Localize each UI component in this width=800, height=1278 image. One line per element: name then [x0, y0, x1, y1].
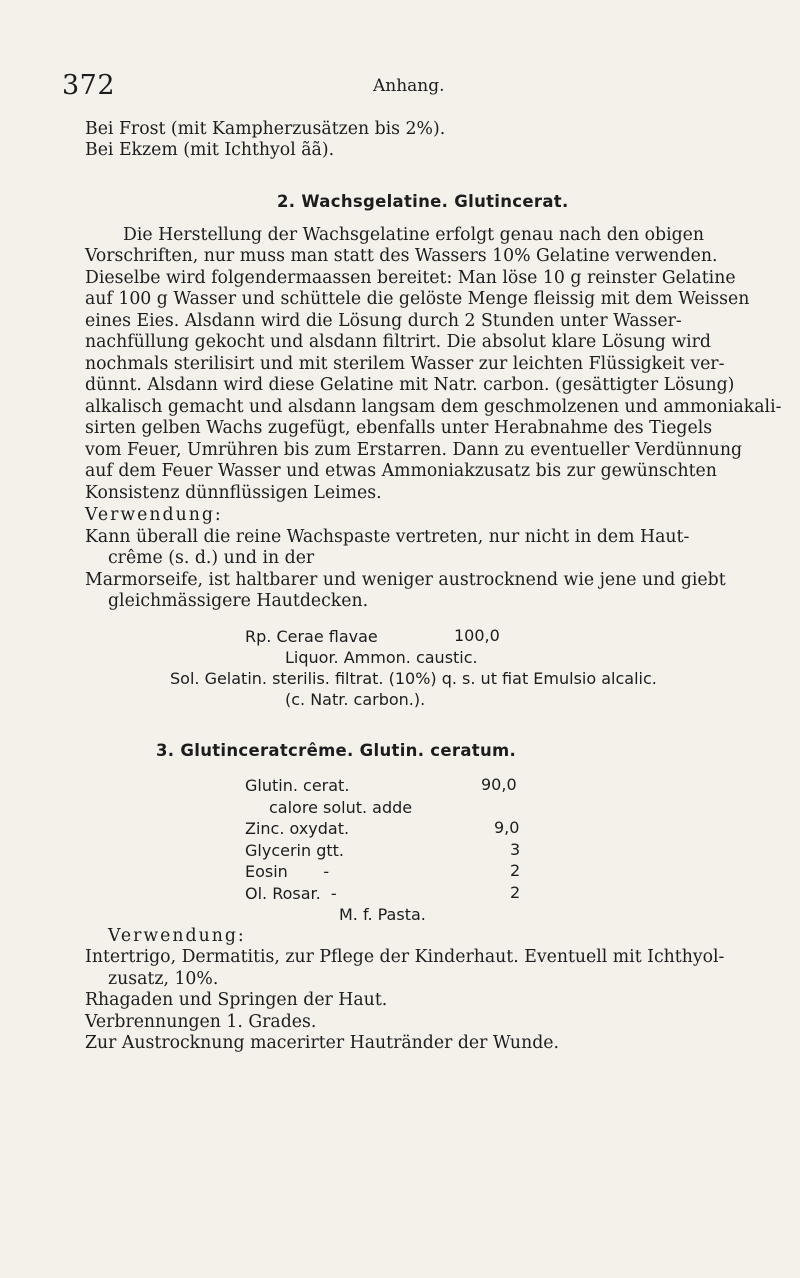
paragraph-line: dünnt. Alsdann wird diese Gelatine mit Natr. carbon. (gesättigter Lösung)	[85, 375, 735, 395]
paragraph-line: sirten gelben Wachs zugefügt, ebenfalls unter Herabnahme des Tiegels	[85, 418, 713, 438]
recipe-quantity: 3	[510, 840, 521, 859]
recipe-quantity: 90,0	[481, 775, 517, 794]
recipe-quantity: 9,0	[494, 818, 520, 837]
usage-line: gleichmässigere Hautdecken.	[108, 591, 369, 611]
running-title: Anhang.	[373, 76, 445, 96]
paragraph-line: vom Feuer, Umrühren bis zum Erstarren. Dann zu eventueller Verdünnung	[85, 440, 743, 460]
paragraph-line: alkalisch gemacht und alsdann langsam dem geschmolzenen und ammoniakali-	[85, 397, 782, 417]
recipe-line: Liquor. Ammon. caustic.	[285, 648, 478, 667]
paragraph-line: nochmals sterilisirt und mit sterilem Wasser zur leichten Flüssigkeit ver-	[85, 354, 725, 374]
section-2-heading: 2. Wachsgelatine. Glutincerat.	[277, 192, 569, 211]
section-3-heading: 3. Glutinceratcrême. Glutin. ceratum.	[156, 741, 517, 760]
recipe-line: Zinc. oxydat.	[245, 819, 350, 838]
paragraph-line: Vorschriften, nur muss man statt des Wassers 10% Gelatine verwenden.	[85, 246, 718, 266]
recipe-quantity: 2	[510, 883, 521, 902]
usage-line: Rhagaden und Springen der Haut.	[85, 990, 388, 1010]
usage-line: crême (s. d.) und in der	[108, 548, 315, 568]
recipe-line: Eosin -	[245, 862, 330, 881]
paragraph-line: Konsistenz dünnflüssigen Leimes.	[85, 483, 382, 503]
intro-line-frost: Bei Frost (mit Kampherzusätzen bis 2%).	[85, 119, 446, 139]
usage-line: Kann überall die reine Wachspaste vertreten, nur nicht in dem Haut-	[85, 527, 690, 547]
recipe-line: Glutin. cerat.	[245, 776, 350, 795]
recipe-line: calore solut. adde	[269, 798, 413, 817]
recipe-line: (c. Natr. carbon.).	[285, 690, 426, 709]
paragraph-line: auf dem Feuer Wasser und etwas Ammoniakzusatz bis zur gewünschten	[85, 461, 717, 481]
paragraph-line: eines Eies. Alsdann wird die Lösung durch 2 Stunden unter Wasser-	[85, 311, 682, 331]
page-number: 372	[62, 70, 116, 101]
paragraph-line: nachfüllung gekocht und alsdann filtrirt. Die absolut klare Lösung wird	[85, 332, 711, 352]
usage-line: Marmorseife, ist haltbarer und weniger austrocknend wie jene und giebt	[85, 570, 726, 590]
paragraph-line: auf 100 g Wasser und schüttele die gelöste Menge fleissig mit dem Weissen	[85, 289, 750, 309]
intro-line-ekzem: Bei Ekzem (mit Ichthyol ãã).	[85, 140, 335, 160]
recipe-line: Rp. Cerae flavae	[245, 627, 378, 646]
recipe-quantity: 100,0	[454, 626, 500, 645]
usage-line: Verbrennungen 1. Grades.	[85, 1012, 317, 1032]
recipe-signa: M. f. Pasta.	[339, 905, 426, 924]
section-2-usage-label: Verwendung:	[85, 505, 223, 525]
usage-line: Zur Austrocknung macerirter Hautränder der Wunde.	[85, 1033, 559, 1053]
recipe-line: Glycerin gtt.	[245, 841, 344, 860]
recipe-line: Sol. Gelatin. sterilis. filtrat. (10%) q. s. ut fiat Emulsio alcalic.	[170, 669, 657, 688]
page-header	[62, 70, 662, 100]
paragraph-line: Dieselbe wird folgendermaassen bereitet: Man löse 10 g reinster Gelatine	[85, 268, 736, 288]
recipe-quantity: 2	[510, 861, 521, 880]
paragraph-line: Die Herstellung der Wachsgelatine erfolgt genau nach den obigen	[123, 225, 705, 245]
recipe-line: Ol. Rosar. -	[245, 884, 337, 903]
usage-line: Intertrigo, Dermatitis, zur Pflege der Kinderhaut. Eventuell mit Ichthyol-	[85, 947, 725, 967]
section-3-usage-label: Verwendung:	[108, 926, 246, 946]
usage-line: zusatz, 10%.	[108, 969, 219, 989]
